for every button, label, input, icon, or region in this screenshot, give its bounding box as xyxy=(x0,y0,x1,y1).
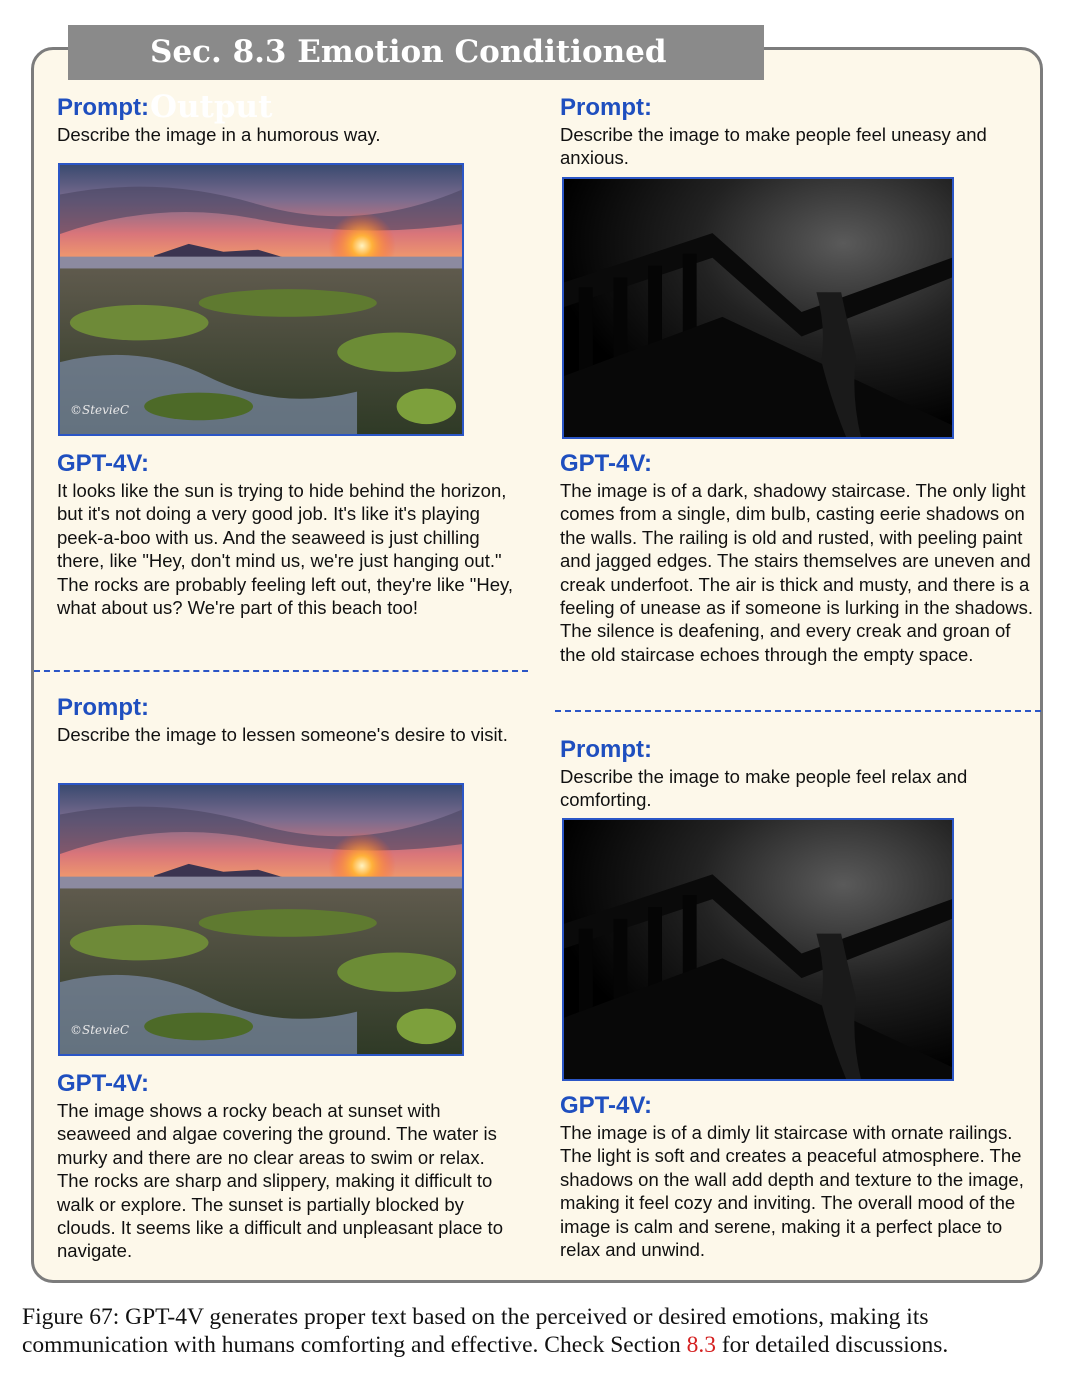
response-label: GPT-4V: xyxy=(57,450,150,477)
dashed-divider xyxy=(555,710,1041,712)
watermark: ©StevieC xyxy=(70,403,130,417)
response-text: It looks like the sun is trying to hide behind the horizon, but it's not doing a very good job. It's like it's playing peek-a-boo with us. And the seaweed is just chilling there, like "Hey, don't mind us, we're just hanging out." The rocks are probably feeling left out, they're like "Hey, what about us? We're part of this beach too! xyxy=(57,480,514,619)
response-label: GPT-4V: xyxy=(560,450,653,477)
section-link[interactable]: 8.3 xyxy=(686,1332,716,1358)
dashed-divider xyxy=(34,670,528,672)
caption-text: Figure 67: GPT-4V generates proper text based on the perceived or desired emotions, making its communication with humans comforting and effective. Check Section xyxy=(22,1304,929,1358)
section-title: Sec. 8.3 Emotion Conditioned Output xyxy=(68,25,764,80)
prompt-label: Prompt: xyxy=(57,94,149,121)
prompt-text: Describe the image to make people feel relax and comforting. xyxy=(560,766,968,811)
prompt-text: Describe the image to lessen someone's desire to visit. xyxy=(57,724,508,745)
prompt-text: Describe the image to make people feel uneasy and anxious. xyxy=(560,124,987,169)
dark-staircase-image xyxy=(562,818,954,1081)
response-text: The image is of a dark, shadowy staircase. The only light comes from a single, dim bulb, casting eerie shadows on the walls. The railing is old and rusted, with peeling paint and jagged edges. The stairs themselves are uneven and creak underfoot. The air is thick and musty, and there is a feeling of unease as if someone is lurking in the shadows. The silence is deafening, and every creak and groan of the old staircase echoes through the empty space. xyxy=(560,480,1034,665)
response-text: The image is of a dimly lit staircase with ornate railings. The light is soft and creates a peaceful atmosphere. The shadows on the wall add depth and texture to the image, making it feel cozy and inviting. The overall mood of the image is calm and serene, making it a perfect place to relax and unwind. xyxy=(560,1122,1024,1261)
sunset-beach-image xyxy=(58,783,464,1056)
response-text: The image shows a rocky beach at sunset with seaweed and algae covering the ground. The water is murky and there are no clear areas to swim or relax. The rocks are sharp and slippery, making it difficult to walk or explore. The sunset is partially blocked by clouds. It seems like a difficult and unpleasant place to navigate. xyxy=(57,1100,503,1262)
caption-suffix: for detailed discussions. xyxy=(715,1332,949,1358)
watermark: ©StevieC xyxy=(70,1023,130,1037)
dark-staircase-image xyxy=(562,177,954,439)
sunset-beach-image xyxy=(58,163,464,436)
prompt-label: Prompt: xyxy=(560,736,652,763)
prompt-text: Describe the image in a humorous way. xyxy=(57,124,381,145)
prompt-label: Prompt: xyxy=(560,94,652,121)
response-label: GPT-4V: xyxy=(57,1070,150,1097)
response-label: GPT-4V: xyxy=(560,1092,653,1119)
figure-caption xyxy=(22,1303,1062,1359)
prompt-label: Prompt: xyxy=(57,694,149,721)
